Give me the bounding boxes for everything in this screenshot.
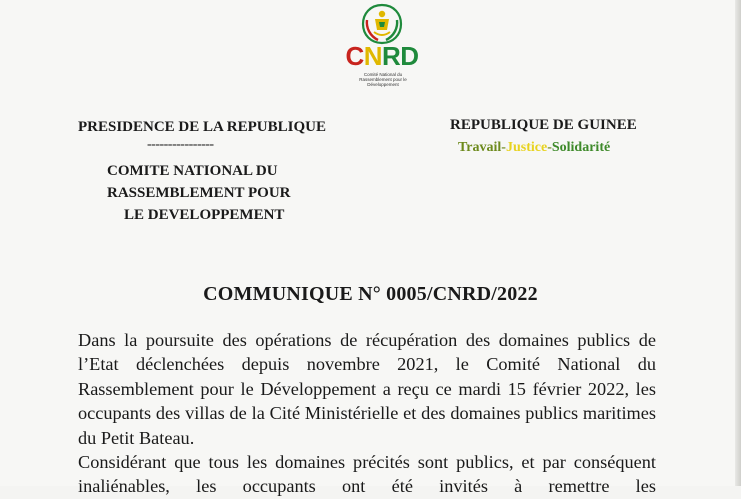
cnrd-wordmark <box>340 42 424 70</box>
motto-justice: Justice <box>505 140 548 155</box>
presidence-heading: PRESIDENCE DE LA REPUBLIQUE <box>78 119 326 135</box>
paragraph-1: Dans la poursuite des opérations de récupération des domaines publics de l’Etat déclenchées depuis novembre 2021, le Comité National du Rassemblement pour le Développement a reçu ce mardi 15 février 2022, les occupants des villas de la Cité Ministérielle et des domaines publics maritimes du Petit Bateau. <box>78 330 656 448</box>
motto-solidarite: Solidarité <box>551 140 611 155</box>
logo-letter-n: N <box>363 41 382 71</box>
logo-subtitle: Comité National du Rassemblement pour le Développement <box>359 72 407 87</box>
paragraph-2: Considérant que tous les domaines précités sont publics, et par conséquent inaliénables, les occupants ont été invités à remettre les <box>78 452 656 497</box>
national-motto <box>458 137 610 158</box>
comite-line-2: RASSEMBLEMENT POUR <box>107 185 291 201</box>
logo-letter-c: C <box>345 41 364 71</box>
motto-dash-2: - <box>547 140 552 155</box>
comite-line-3: LE DEVELOPPEMENT <box>124 207 285 223</box>
cnrd-logo <box>340 2 430 98</box>
cnrd-emblem-icon <box>357 2 407 46</box>
republique-heading: REPUBLIQUE DE GUINEE <box>450 117 637 133</box>
header-separator: ---------------- <box>147 137 214 152</box>
logo-letter-r: R <box>382 41 401 71</box>
communique-title: COMMUNIQUE N° 0005/CNRD/2022 <box>203 283 538 305</box>
comite-heading <box>107 160 307 226</box>
comite-line-1: COMITE NATIONAL DU <box>107 163 278 179</box>
page-edge <box>735 0 741 486</box>
communique-body <box>78 328 656 499</box>
logo-letter-d: D <box>400 41 419 71</box>
motto-travail: Travail <box>458 140 502 155</box>
motto-dash-1: - <box>501 140 506 155</box>
